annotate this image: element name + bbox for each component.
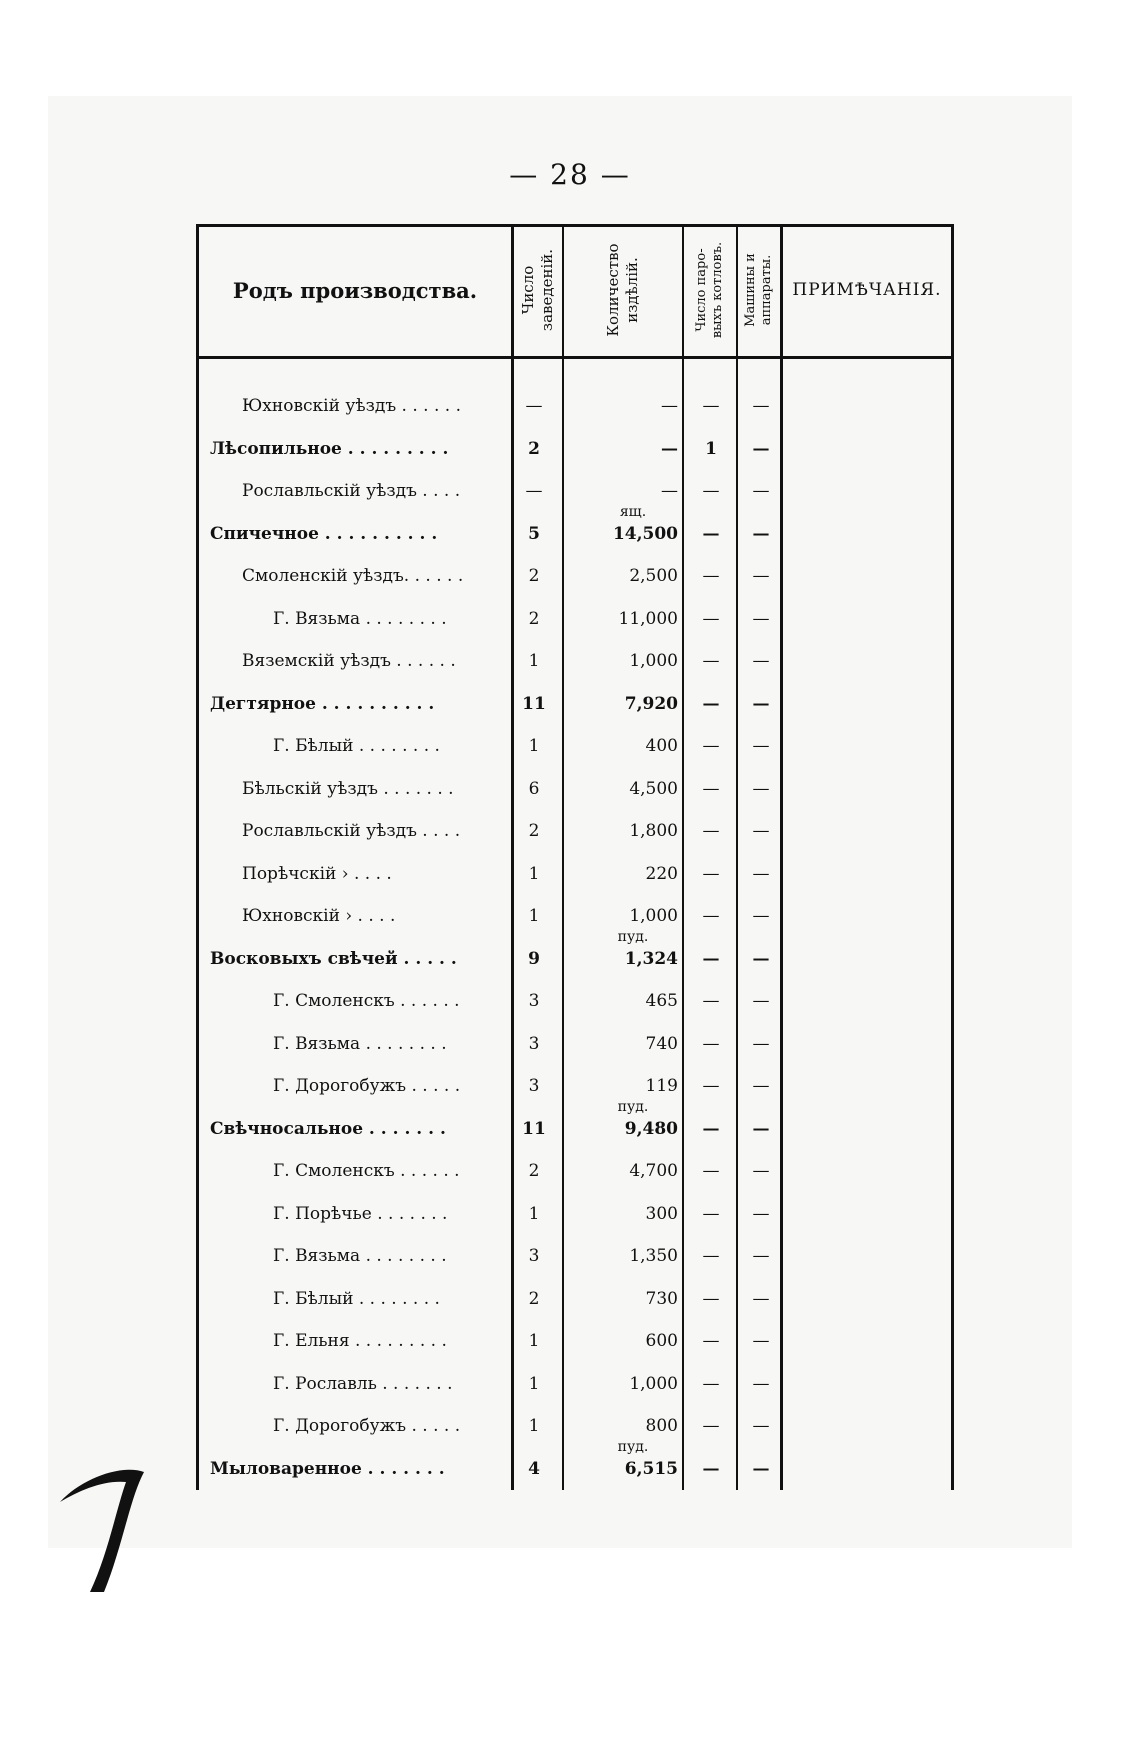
row-boilers: — xyxy=(702,948,720,969)
table-row xyxy=(196,1062,954,1105)
row-quantity: 1,324 xyxy=(624,948,678,969)
table-row xyxy=(196,765,954,808)
row-count: 2 xyxy=(528,566,540,586)
row-quantity: — xyxy=(661,396,678,416)
row-boilers: — xyxy=(702,1161,720,1181)
row-quantity: 465 xyxy=(645,991,678,1011)
row-quantity: 740 xyxy=(645,1033,678,1054)
header-boilers-line2: выхъ котловъ. xyxy=(710,241,725,339)
row-name: Порѣчскій › . . . . xyxy=(242,863,392,884)
row-count: 3 xyxy=(528,1033,540,1054)
row-boilers: — xyxy=(702,1118,720,1139)
row-count: 2 xyxy=(528,1288,540,1309)
row-boilers: 1 xyxy=(705,438,717,459)
table-row xyxy=(196,1402,954,1445)
header-machines xyxy=(738,224,780,356)
row-count: 1 xyxy=(528,1373,540,1394)
header-machines-line1: Машины и xyxy=(743,253,758,327)
row-quantity: 300 xyxy=(645,1203,678,1224)
row-name: Г. Порѣчье . . . . . . . xyxy=(273,1203,448,1224)
row-quantity: 7,920 xyxy=(624,693,678,714)
row-name: Г. Рославль . . . . . . . xyxy=(273,1373,453,1394)
row-machines: — xyxy=(752,1203,770,1224)
row-quantity: 1,800 xyxy=(629,821,678,841)
row-boilers: — xyxy=(702,1288,720,1309)
row-boilers: — xyxy=(702,481,720,501)
table-row xyxy=(196,637,954,680)
row-machines: — xyxy=(752,991,770,1011)
row-count: 5 xyxy=(528,523,540,544)
table-row xyxy=(196,1020,954,1063)
row-boilers: — xyxy=(702,1203,720,1224)
header-qty-line1: Количество xyxy=(604,243,622,337)
table-row xyxy=(196,722,954,765)
row-quantity: 1,350 xyxy=(629,1246,678,1266)
row-name: Г. Смоленскъ . . . . . . xyxy=(273,991,460,1011)
row-quantity: 4,700 xyxy=(629,1161,678,1181)
row-boilers: — xyxy=(702,1331,720,1351)
row-count: 2 xyxy=(528,438,540,459)
row-machines: — xyxy=(752,1118,770,1139)
row-count: 1 xyxy=(528,736,540,756)
row-boilers: — xyxy=(702,863,720,884)
row-name: Вяземскій уѣздъ . . . . . . xyxy=(242,651,456,671)
row-quantity: 1,000 xyxy=(629,651,678,671)
row-boilers: — xyxy=(702,566,720,586)
row-count: 1 xyxy=(528,863,540,884)
row-machines: — xyxy=(752,1246,770,1266)
row-boilers: — xyxy=(702,1246,720,1266)
row-machines: — xyxy=(752,736,770,756)
table-row xyxy=(196,1360,954,1403)
row-boilers: — xyxy=(702,778,720,799)
row-machines: — xyxy=(752,693,770,714)
row-machines: — xyxy=(752,566,770,586)
row-boilers: — xyxy=(702,991,720,1011)
header-production-type: Родъ производства. xyxy=(232,277,478,303)
row-name: Лѣсопильное . . . . . . . . . xyxy=(210,438,449,459)
row-name: Юхновскій уѣздъ . . . . . . xyxy=(242,396,461,416)
table-row xyxy=(196,1098,954,1148)
row-count: 1 xyxy=(528,1203,540,1224)
row-machines: — xyxy=(752,523,770,544)
row-count: 6 xyxy=(528,778,540,799)
table-row xyxy=(196,928,954,978)
row-count: 3 xyxy=(528,1076,540,1096)
row-name: Рославльскій уѣздъ . . . . xyxy=(242,481,461,501)
row-machines: — xyxy=(752,1458,770,1479)
row-count: 2 xyxy=(528,821,540,841)
row-quantity: — xyxy=(661,438,678,459)
row-boilers: — xyxy=(702,821,720,841)
table-row xyxy=(196,595,954,638)
row-machines: — xyxy=(752,438,770,459)
table-row xyxy=(196,807,954,850)
row-quantity: 400 xyxy=(645,736,678,756)
row-quantity: 2,500 xyxy=(629,566,678,586)
row-count: — xyxy=(525,396,543,416)
row-count: 3 xyxy=(528,991,540,1011)
row-quantity: 6,515 xyxy=(624,1458,678,1479)
header-bottom-rule xyxy=(196,356,954,359)
table-row xyxy=(196,850,954,893)
row-machines: — xyxy=(752,1161,770,1181)
row-name: Бѣльскій уѣздъ . . . . . . . xyxy=(242,778,454,799)
row-boilers: — xyxy=(702,608,720,629)
row-boilers: — xyxy=(702,1373,720,1394)
header-boilers xyxy=(684,224,736,356)
row-name: Г. Дорогобужъ . . . . . xyxy=(273,1076,461,1096)
row-quantity: 600 xyxy=(645,1331,678,1351)
production-table xyxy=(196,224,954,1490)
row-count: 1 xyxy=(528,1416,540,1436)
row-quantity: 1,000 xyxy=(629,906,678,926)
row-unit: пуд. xyxy=(617,1098,649,1115)
table-row xyxy=(196,1147,954,1190)
row-name: Спичечное . . . . . . . . . . xyxy=(210,523,438,544)
row-unit: ящ. xyxy=(619,503,647,520)
row-count: 3 xyxy=(528,1246,540,1266)
header-quantity xyxy=(564,224,682,356)
header-count-line1: Число xyxy=(519,265,537,315)
row-count: 11 xyxy=(522,693,546,714)
row-count: 1 xyxy=(528,906,540,926)
table-body xyxy=(196,382,954,1487)
row-quantity: 11,000 xyxy=(618,608,678,629)
row-count: 4 xyxy=(528,1458,540,1479)
row-unit: пуд. xyxy=(617,1438,649,1455)
table-row xyxy=(196,1317,954,1360)
header-machines-line2: аппараты. xyxy=(759,254,774,326)
row-count: 9 xyxy=(528,948,540,969)
table-row xyxy=(196,552,954,595)
row-machines: — xyxy=(752,396,770,416)
row-boilers: — xyxy=(702,1416,720,1436)
header-qty-line2: издѣлій. xyxy=(623,257,641,323)
row-boilers: — xyxy=(702,736,720,756)
row-quantity: 119 xyxy=(645,1076,678,1096)
row-machines: — xyxy=(752,778,770,799)
row-boilers: — xyxy=(702,651,720,671)
table-row xyxy=(196,382,954,425)
row-boilers: — xyxy=(702,693,720,714)
row-count: 1 xyxy=(528,651,540,671)
row-count: 2 xyxy=(528,608,540,629)
row-name: Г. Бѣлый . . . . . . . . xyxy=(273,736,440,756)
row-machines: — xyxy=(752,1416,770,1436)
row-quantity: 9,480 xyxy=(624,1118,678,1139)
header-notes: ПРИМѢЧАНІЯ. xyxy=(792,280,942,300)
table-row xyxy=(196,425,954,468)
row-boilers: — xyxy=(702,396,720,416)
row-name: Г. Смоленскъ . . . . . . xyxy=(273,1161,460,1181)
row-quantity: — xyxy=(661,481,678,501)
row-name: Г. Вязьма . . . . . . . . xyxy=(273,1033,447,1054)
row-boilers: — xyxy=(702,906,720,926)
row-count: 1 xyxy=(528,1331,540,1351)
row-machines: — xyxy=(752,1331,770,1351)
row-machines: — xyxy=(752,608,770,629)
table-row xyxy=(196,1438,954,1488)
row-name: Свѣчносальное . . . . . . . xyxy=(210,1118,446,1139)
header-count xyxy=(514,224,562,356)
table-row xyxy=(196,977,954,1020)
row-machines: — xyxy=(752,906,770,926)
row-machines: — xyxy=(752,1373,770,1394)
table-row xyxy=(196,680,954,723)
row-quantity: 730 xyxy=(645,1288,678,1309)
row-machines: — xyxy=(752,481,770,501)
row-name: Рославльскій уѣздъ . . . . xyxy=(242,821,461,841)
row-count: 2 xyxy=(528,1161,540,1181)
row-boilers: — xyxy=(702,1076,720,1096)
ink-bracket-mark xyxy=(52,1458,148,1598)
row-quantity: 800 xyxy=(645,1416,678,1436)
row-machines: — xyxy=(752,863,770,884)
row-name: Г. Дорогобужъ . . . . . xyxy=(273,1416,461,1436)
row-name: Г. Ельня . . . . . . . . . xyxy=(273,1331,447,1351)
row-quantity: 1,000 xyxy=(629,1373,678,1394)
table-row xyxy=(196,467,954,510)
row-quantity: 220 xyxy=(645,863,678,884)
table-row xyxy=(196,503,954,553)
table-row xyxy=(196,1190,954,1233)
row-quantity: 4,500 xyxy=(629,778,678,799)
row-machines: — xyxy=(752,1076,770,1096)
row-boilers: — xyxy=(702,1458,720,1479)
row-machines: — xyxy=(752,948,770,969)
header-boilers-line1: Число паро- xyxy=(694,248,709,332)
row-count: 11 xyxy=(522,1118,546,1139)
row-unit: пуд. xyxy=(617,928,649,945)
row-quantity: 14,500 xyxy=(612,523,678,544)
row-name: Г. Бѣлый . . . . . . . . xyxy=(273,1288,440,1309)
row-machines: — xyxy=(752,1288,770,1309)
row-name: Юхновскій › . . . . xyxy=(242,906,396,926)
row-boilers: — xyxy=(702,1033,720,1054)
row-name: Смоленскій уѣздъ. . . . . . xyxy=(242,566,464,586)
row-name: Мыловаренное . . . . . . . xyxy=(210,1458,445,1479)
row-name: Восковыхъ свѣчей . . . . . xyxy=(210,948,457,969)
page-number: — 28 — xyxy=(509,158,631,191)
row-name: Дегтярное . . . . . . . . . . xyxy=(210,693,435,714)
row-machines: — xyxy=(752,1033,770,1054)
row-machines: — xyxy=(752,651,770,671)
table-row xyxy=(196,892,954,935)
row-name: Г. Вязьма . . . . . . . . xyxy=(273,1246,447,1266)
row-boilers: — xyxy=(702,523,720,544)
table-row xyxy=(196,1232,954,1275)
row-name: Г. Вязьма . . . . . . . . xyxy=(273,608,447,629)
row-count: — xyxy=(525,481,543,501)
row-machines: — xyxy=(752,821,770,841)
table-row xyxy=(196,1275,954,1318)
header-count-line2: заведеній. xyxy=(538,248,556,332)
